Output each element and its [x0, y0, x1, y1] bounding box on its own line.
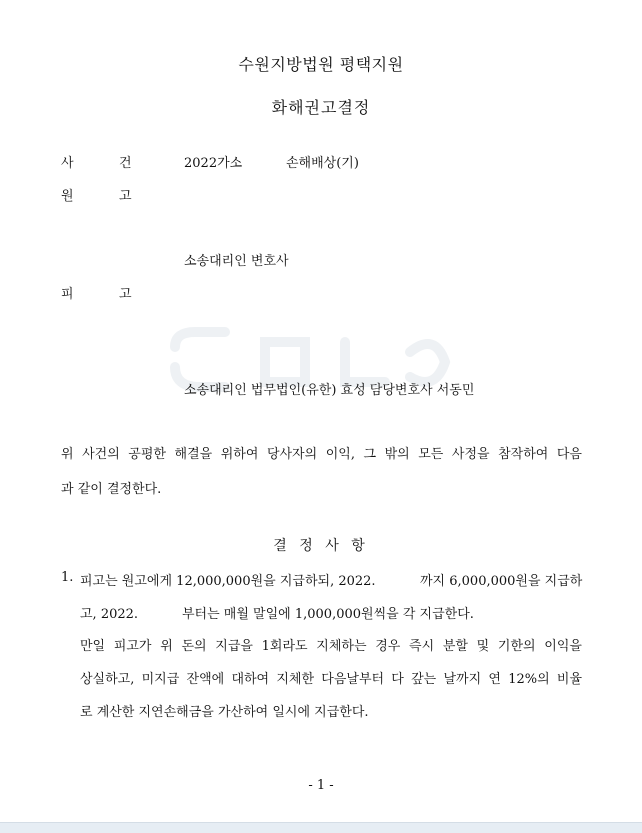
court-name: 수원지방법원 평택지원 [238, 55, 404, 74]
case-label-2: 건 [119, 156, 132, 171]
case-label-1: 사 [61, 156, 74, 171]
item-number: 1. [61, 570, 74, 585]
plaintiff-label-2: 고 [119, 189, 132, 204]
plaintiff-label-1: 원 [61, 189, 74, 204]
item-line-2a: 고, 2022. [80, 607, 139, 622]
item-line-1b: 까지 6,000,000원을 지급하 [420, 574, 583, 589]
case-name: 손해배상(기) [286, 156, 359, 171]
document-title: 화해권고결정 [271, 98, 371, 117]
defendant-agent: 소송대리인 법무법인(유한) 효성 담당변호사 서동민 [184, 383, 475, 398]
case-number: 2022가소 [184, 156, 243, 171]
item-line-4: 상실하고, 미지급 잔액에 대하여 지체한 다음날부터 다 갚는 날까지 연 12%의 비율 [80, 672, 582, 687]
page-number: - 1 - [308, 778, 334, 793]
watermark-logo-icon [165, 322, 455, 412]
item-line-3: 만일 피고가 위 돈의 지급을 1회라도 지체하는 경우 즉시 분할 및 기한의 이익을 [80, 639, 582, 654]
intro-line-1: 위 사건의 공평한 해결을 위하여 당사자의 이익, 그 밖의 모든 사정을 참작하여 다음 [61, 447, 582, 462]
intro-line-2: 과 같이 결정한다. [61, 482, 162, 497]
item-line-5: 로 계산한 지연손해금을 가산하여 일시에 지급한다. [80, 705, 369, 720]
defendant-label-2: 고 [119, 287, 132, 302]
item-line-1a: 피고는 원고에게 12,000,000원을 지급하되, 2022. [80, 574, 376, 589]
decision-section-title: 결 정 사 항 [273, 538, 369, 554]
plaintiff-agent: 소송대리인 변호사 [184, 254, 289, 269]
viewer-bottom-edge [0, 822, 642, 833]
item-line-2b: 부터는 매월 말일에 1,000,000원씩을 각 지급한다. [182, 607, 474, 622]
defendant-label-1: 피 [61, 287, 74, 302]
